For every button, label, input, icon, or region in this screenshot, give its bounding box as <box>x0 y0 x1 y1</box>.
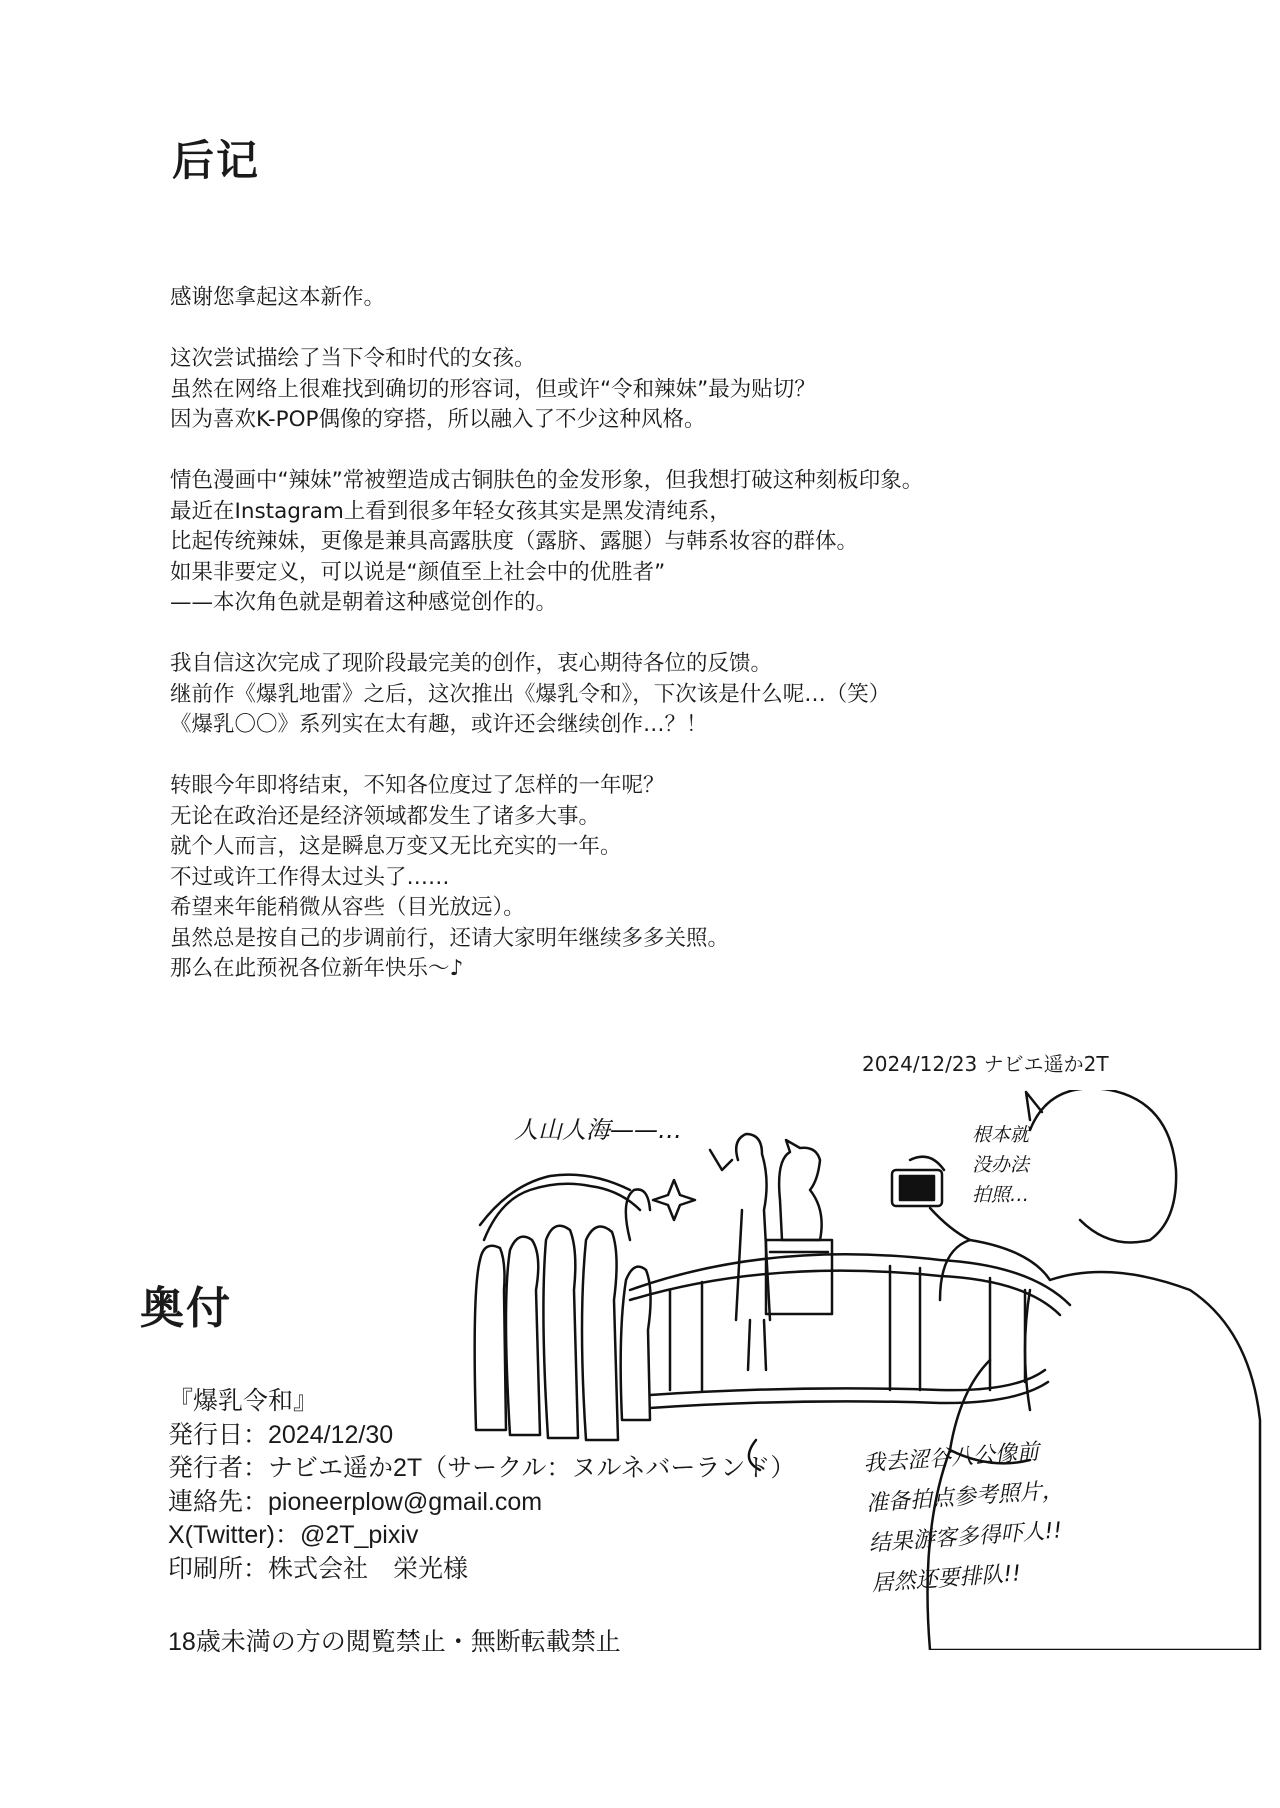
publisher: 発行者：ナビエ遥か2T（サークル：ヌルネバーランド） <box>168 1454 796 1482</box>
text-line: 我自信这次完成了现阶段最完美的创作，衷心期待各位的反馈。 <box>170 651 773 676</box>
text-line: 情色漫画中“辣妹”常被塑造成古铜肤色的金发形象，但我想打破这种刻板印象。 <box>170 468 924 493</box>
text-line: 就个人而言，这是瞬息万变又无比充实的一年。 <box>170 834 622 859</box>
bubble-line: 拍照… <box>972 1184 1030 1206</box>
dog-statue <box>766 1140 832 1314</box>
paragraph <box>170 771 1130 985</box>
colophon-title: 奥付 <box>140 1283 232 1334</box>
text-line: 虽然在网络上很难找到确切的形容词，但或许“令和辣妹”最为贴切？ <box>170 376 816 402</box>
text-line: 最近在Instagram上看到很多年轻女孩其实是黑发清纯系， <box>170 498 731 524</box>
printer: 印刷所：株式会社 栄光様 <box>168 1554 469 1583</box>
note-line: 居然还要排队!! <box>870 1561 1022 1597</box>
publish-date: 発行日：2024/12/30 <box>168 1420 394 1449</box>
text-line: 比起传统辣妹，更像是兼具高露肤度（露脐、露腿）与韩系妆容的群体。 <box>170 529 859 554</box>
handwritten-note <box>862 1431 1071 1604</box>
text-line: 无论在政治还是经济领域都发生了诸多大事。 <box>170 803 601 829</box>
afterword-title: 后记 <box>172 136 261 185</box>
text-line: 这次尝试描绘了当下令和时代的女孩。 <box>170 346 536 371</box>
text-line: 那么在此预祝各位新年快乐～♪ <box>170 956 464 981</box>
book-title: 『爆乳令和』 <box>168 1387 319 1415</box>
note-line: 准备拍点参考照片， <box>865 1478 1065 1517</box>
posing-figure <box>710 1134 770 1370</box>
text-line: 因为喜欢K-POP偶像的穿搭，所以融入了不少这种风格。 <box>170 407 706 432</box>
speech-bubble <box>972 1120 1029 1210</box>
text-line: 转眼今年即将结束，不知各位度过了怎样的一年呢？ <box>170 773 665 798</box>
phone-raised <box>626 1189 650 1240</box>
paragraph <box>170 649 1130 741</box>
text-line: 不过或许工作得太过头了…… <box>170 864 450 890</box>
text-line: 如果非要定义，可以说是“颜值至上社会中的优胜者” <box>170 559 666 585</box>
text-line: 虽然总是按自己的步调前行，还请大家明年继续多多关照。 <box>170 925 730 951</box>
text-line: 继前作《爆乳地雷》之后，这次推出《爆乳令和》，下次该是什么呢…（笑） <box>170 681 891 707</box>
afterword-body <box>170 283 1130 1015</box>
twitter-handle: X(Twitter)：@2T_pixiv <box>168 1521 419 1549</box>
author-signature: 2024/12/23 ナビエ遥か2T <box>862 1052 1109 1076</box>
paragraph <box>170 466 1130 619</box>
bubble-line: 没办法 <box>972 1154 1030 1176</box>
note-line: 结果游客多得吓人!! <box>868 1518 1063 1557</box>
text-line: 希望来年能稍微从容些（目光放远）。 <box>170 895 525 920</box>
age-restriction-notice: 18歳未満の方の閲覧禁止・無断転載禁止 <box>168 1628 621 1656</box>
text-line: 《爆乳〇〇》系列实在太有趣，或许还会继续创作…？！ <box>170 712 708 737</box>
note-line: 我去涩谷八公像前 <box>862 1439 1040 1477</box>
bubble-line: 根本就 <box>972 1124 1030 1146</box>
paragraph <box>170 344 1130 436</box>
contact-email: 連絡先：pioneerplow@gmail.com <box>168 1487 543 1516</box>
paragraph <box>170 283 1130 314</box>
sparkle-icon <box>653 1180 695 1220</box>
crowd-caption: 人山人海——… <box>514 1116 682 1144</box>
plaza-railing <box>630 1254 1070 1305</box>
colophon-details <box>168 1385 795 1586</box>
text-line: ——本次角色就是朝着这种感觉创作的。 <box>170 590 558 615</box>
text-line: 感谢您拿起这本新作。 <box>170 285 386 310</box>
